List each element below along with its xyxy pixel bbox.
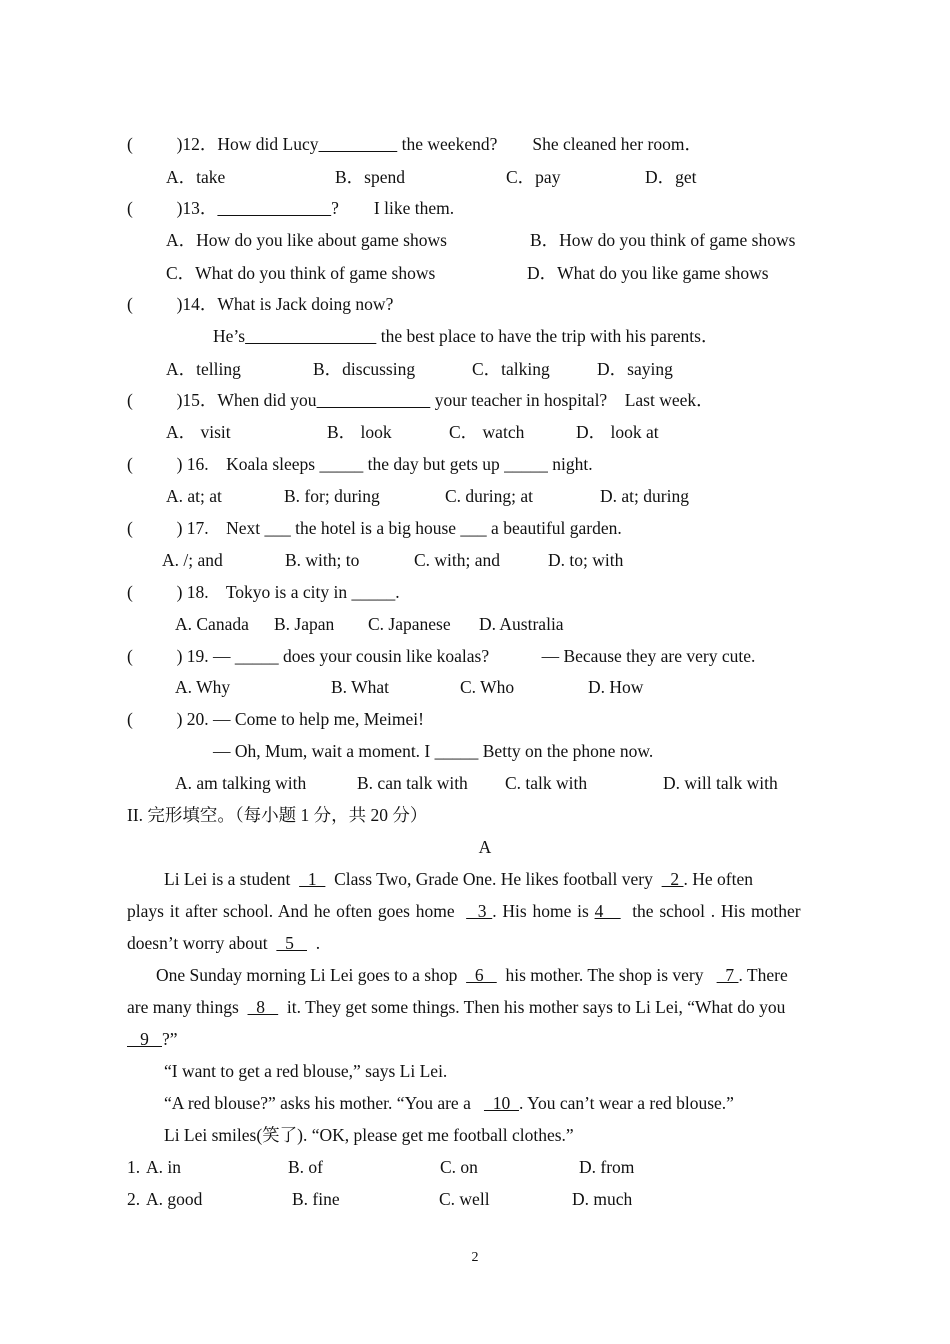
q13-option-a[interactable]: A．How do you like about game shows <box>166 230 447 250</box>
page-number: 2 <box>471 1250 479 1265</box>
passage-line-8: “A red blouse?” asks his mother. “You are a 10 . You can’t wear a red blouse.” <box>164 1093 734 1113</box>
q14-option-d[interactable]: D．saying <box>597 359 673 379</box>
q16-option-d[interactable]: D. at; during <box>600 486 689 506</box>
passage-line-6: 9 ?” <box>127 1029 178 1049</box>
q18-option-d[interactable]: D. Australia <box>479 614 564 634</box>
passage-line-1: Li Lei is a student 1 Class Two, Grade One. He likes football very 2 . He often <box>164 869 753 889</box>
q12-option-b[interactable]: B．spend <box>335 167 405 187</box>
cloze-1-option-d[interactable]: D. from <box>579 1157 635 1177</box>
passage-line-2: plays it after school. And he often goes home 3 . His home is 4 the school . His mother <box>127 901 801 921</box>
q14-option-b[interactable]: B．discussing <box>313 359 416 379</box>
question-20-line2: — Oh, Mum, wait a moment. I _____ Betty on the phone now. <box>213 741 654 761</box>
q12-option-d[interactable]: D．get <box>645 167 697 187</box>
q16-option-b[interactable]: B. for; during <box>284 486 380 506</box>
passage-title: A <box>478 837 492 857</box>
q15-option-a[interactable]: A． visit <box>166 422 231 442</box>
q18-option-b[interactable]: B. Japan <box>274 614 335 634</box>
q18-option-c[interactable]: C. Japanese <box>368 614 451 634</box>
cloze-2-label: 2. <box>127 1189 141 1209</box>
passage-line-3: doesn’t worry about 5 . <box>127 933 321 953</box>
q14-option-c[interactable]: C．talking <box>472 359 550 379</box>
question-18: ( ) 18. Tokyo is a city in _____. <box>127 582 400 602</box>
question-14: ( )14．What is Jack doing now? <box>127 294 394 314</box>
q12-option-c[interactable]: C．pay <box>506 167 561 187</box>
cloze-2-option-c[interactable]: C. well <box>439 1189 490 1209</box>
cloze-1-option-c[interactable]: C. on <box>440 1157 478 1177</box>
cloze-1-option-a[interactable]: A. in <box>146 1157 181 1177</box>
q17-option-a[interactable]: A. /; and <box>162 550 223 570</box>
section-heading: II. 完形填空。（每小题 1 分，共 20 分） <box>127 805 428 825</box>
q15-option-c[interactable]: C． watch <box>449 422 525 442</box>
question-15: ( )15．When did you your teacher in hospital? Last week． <box>127 390 714 410</box>
q19-option-a[interactable]: A. Why <box>175 677 231 697</box>
q20-option-d[interactable]: D. will talk with <box>663 773 778 793</box>
q16-option-a[interactable]: A. at; at <box>166 486 222 506</box>
question-19: ( ) 19. — _____ does your cousin like koalas? — Because they are very cute. <box>127 646 756 666</box>
cloze-2-option-d[interactable]: D. much <box>572 1189 633 1209</box>
q18-option-a[interactable]: A. Canada <box>175 614 249 634</box>
cloze-2-option-b[interactable]: B. fine <box>292 1189 340 1209</box>
q14-option-a[interactable]: A．telling <box>166 359 241 379</box>
question-20: ( ) 20. — Come to help me, Meimei! <box>127 709 424 729</box>
question-12: ( )12．How did Lucy the weekend? She cleaned her room． <box>127 134 702 154</box>
q20-option-a[interactable]: A. am talking with <box>175 773 307 793</box>
question-13: ( )13． ? I like them. <box>127 198 455 218</box>
q13-option-b[interactable]: B．How do you think of game shows <box>530 230 796 250</box>
cloze-2-option-a[interactable]: A. good <box>146 1189 203 1209</box>
passage-line-7: “I want to get a red blouse,” says Li Lei. <box>164 1061 448 1081</box>
q12-option-a[interactable]: A．take <box>166 167 226 187</box>
q13-option-d[interactable]: D．What do you like game shows <box>527 263 769 283</box>
q17-option-c[interactable]: C. with; and <box>414 550 501 570</box>
passage-line-9: Li Lei smiles(笑了). “OK, please get me football clothes.” <box>164 1125 574 1145</box>
q17-option-d[interactable]: D. to; with <box>548 550 624 570</box>
q15-option-d[interactable]: D． look at <box>576 422 659 442</box>
question-14-line2: He’s the best place to have the trip with his parents． <box>213 326 719 346</box>
question-17: ( ) 17. Next ___ the hotel is a big house ___ a beautiful garden. <box>127 518 622 538</box>
cloze-1-option-b[interactable]: B. of <box>288 1157 323 1177</box>
question-16: ( ) 16. Koala sleeps _____ the day but gets up _____ night. <box>127 454 593 474</box>
passage-line-4: One Sunday morning Li Lei goes to a shop 6 his mother. The shop is very 7 . There <box>156 965 788 985</box>
q13-option-c[interactable]: C．What do you think of game shows <box>166 263 436 283</box>
q20-option-c[interactable]: C. talk with <box>505 773 588 793</box>
q20-option-b[interactable]: B. can talk with <box>357 773 468 793</box>
cloze-1-label: 1. <box>127 1157 141 1177</box>
q17-option-b[interactable]: B. with; to <box>285 550 360 570</box>
q19-option-d[interactable]: D. How <box>588 677 644 697</box>
q16-option-c[interactable]: C. during; at <box>445 486 533 506</box>
passage-line-5: are many things 8 it. They get some things. Then his mother says to Li Lei, “What do you <box>127 997 786 1017</box>
q19-option-b[interactable]: B. What <box>331 677 390 697</box>
q15-option-b[interactable]: B． look <box>327 422 392 442</box>
q19-option-c[interactable]: C. Who <box>460 677 515 697</box>
